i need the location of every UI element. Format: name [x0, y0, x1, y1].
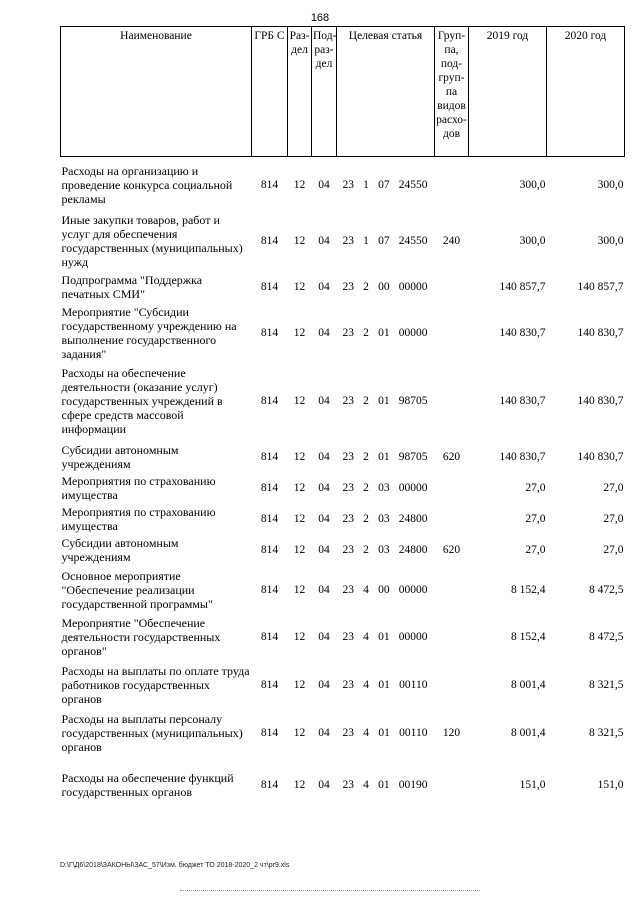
target-part: 98705: [398, 394, 428, 407]
row-name: Иные закупки товаров, работ и услуг для обеспечения государственных (муниципальных) нужд: [61, 213, 243, 269]
row-grbs: 814: [260, 281, 279, 293]
row-grbs: 814: [260, 235, 279, 247]
header-2020: 2020 год: [547, 27, 625, 157]
target-part: 2: [363, 450, 369, 463]
row-grbs: 814: [260, 779, 279, 791]
row-group: 620: [442, 544, 461, 556]
target-part: 23: [342, 178, 354, 191]
target-part: 2: [363, 482, 369, 494]
row-group: [435, 661, 469, 709]
target-part: 1: [363, 235, 369, 247]
row-name: Расходы на организацию и проведение конкурса социальной рекламы: [61, 163, 233, 206]
row-2019: 27,0: [525, 482, 546, 494]
target-part: 01: [378, 394, 390, 407]
row-target-code: [337, 566, 435, 614]
row-2019: 300,0: [519, 178, 546, 191]
target-part: 00000: [398, 326, 428, 339]
target-part: 07: [378, 235, 390, 247]
row-grbs: 814: [260, 513, 279, 525]
row-2019: 8 001,4: [511, 678, 546, 691]
target-part: 03: [378, 513, 390, 525]
row-podrazdel: 04: [318, 450, 330, 463]
table-row: [61, 661, 625, 709]
row-2019: 8 001,4: [511, 727, 546, 739]
target-part: 01: [378, 631, 390, 643]
header-target: Целевая статья: [337, 27, 435, 157]
target-part: 24550: [398, 235, 428, 247]
row-target-code: [337, 614, 435, 661]
row-2019: 140 857,7: [499, 281, 546, 293]
row-target-code: [337, 157, 435, 213]
table-row: [61, 709, 625, 758]
row-target-code: [337, 270, 435, 305]
row-2020: 27,0: [603, 482, 624, 494]
header-group: Груп- па, под- груп- па видов расхо- дов: [435, 27, 469, 157]
table-row: [61, 614, 625, 661]
row-name: Субсидии автономным учреждениям: [61, 536, 179, 564]
row-target-code: [337, 709, 435, 758]
row-name: Расходы на обеспечение функций государственных органов: [61, 771, 234, 799]
target-part: 00000: [398, 583, 428, 596]
target-part: 2: [363, 281, 369, 293]
target-part: 23: [342, 513, 354, 525]
header-name: Наименование: [61, 27, 252, 157]
target-part: 01: [378, 727, 390, 739]
row-razdel: 12: [293, 178, 306, 191]
row-razdel: 12: [293, 513, 306, 525]
row-group: [435, 504, 469, 535]
target-part: 00: [378, 583, 390, 596]
target-part: 23: [342, 727, 354, 739]
target-part: 2: [363, 394, 369, 407]
row-2020: 8 472,5: [589, 583, 624, 596]
row-2020: 300,0: [597, 178, 624, 191]
row-podrazdel: 04: [318, 281, 330, 293]
header-grbs: ГРБ С: [252, 27, 288, 157]
row-name: Подпрограмма "Поддержка печатных СМИ": [61, 273, 203, 301]
target-part: 4: [363, 727, 370, 739]
target-part: 4: [363, 678, 370, 691]
row-grbs: 814: [260, 631, 279, 643]
row-name: Расходы на обеспечение деятельности (оказание услуг) государственных учреждений в сфере средств массовой информации: [61, 365, 223, 436]
row-2020: 151,0: [597, 779, 624, 791]
row-razdel: 12: [293, 631, 306, 643]
target-part: 24800: [398, 513, 428, 525]
table-row: [61, 473, 625, 504]
row-podrazdel: 04: [318, 178, 330, 191]
row-group: [435, 758, 469, 813]
target-part: 00190: [398, 779, 428, 791]
row-2020: 8 472,5: [589, 631, 624, 643]
row-podrazdel: 04: [318, 326, 330, 339]
target-part: 00000: [398, 281, 428, 293]
row-2020: 8 321,5: [589, 678, 624, 691]
row-grbs: 814: [260, 727, 279, 739]
target-part: 01: [378, 779, 390, 791]
table-body: [61, 157, 625, 813]
target-part: 23: [342, 450, 354, 463]
row-2020: 140 830,7: [577, 326, 624, 339]
row-group: 240: [442, 235, 461, 247]
row-podrazdel: 04: [318, 727, 330, 739]
target-part: 1: [363, 178, 369, 191]
row-podrazdel: 04: [318, 513, 330, 525]
target-part: 23: [342, 482, 354, 494]
row-podrazdel: 04: [318, 482, 330, 494]
target-part: 01: [378, 678, 390, 691]
row-2019: 8 152,4: [511, 583, 546, 596]
target-part: 23: [342, 583, 354, 596]
row-2020: 27,0: [603, 513, 624, 525]
row-target-code: [337, 441, 435, 473]
target-part: 00110: [399, 678, 428, 691]
target-part: 23: [342, 281, 354, 293]
table-row: [61, 758, 625, 813]
row-target-code: [337, 758, 435, 813]
row-grbs: 814: [260, 583, 279, 596]
row-razdel: 12: [293, 281, 306, 293]
row-razdel: 12: [293, 779, 306, 791]
row-2020: 300,0: [597, 235, 624, 247]
row-razdel: 12: [293, 544, 306, 556]
table-row: [61, 441, 625, 473]
row-group: [435, 473, 469, 504]
row-2020: 140 857,7: [577, 281, 624, 293]
row-2019: 140 830,7: [499, 394, 546, 407]
row-2019: 140 830,7: [499, 450, 546, 463]
table-row: [61, 361, 625, 441]
row-grbs: 814: [260, 178, 279, 191]
row-2020: 140 830,7: [577, 394, 624, 407]
row-grbs: 814: [260, 450, 279, 463]
row-target-code: [337, 213, 435, 270]
row-target-code: [337, 661, 435, 709]
row-group: [435, 305, 469, 361]
target-part: 01: [378, 326, 390, 339]
row-grbs: 814: [260, 678, 279, 691]
row-name: Мероприятие "Субсидии государственному учреждению на выполнение государственного задания": [61, 304, 237, 361]
row-group: [435, 361, 469, 441]
header-razdel: Раз- дел: [288, 27, 312, 157]
target-part: 23: [342, 394, 354, 407]
target-part: 2: [363, 544, 369, 556]
target-part: 24800: [398, 544, 428, 556]
row-razdel: 12: [293, 326, 306, 339]
row-razdel: 12: [293, 394, 306, 407]
header-podrazdel: Под- раз- дел: [312, 27, 337, 157]
table-row: [61, 270, 625, 305]
row-group: 120: [442, 727, 461, 739]
budget-table: [60, 26, 625, 813]
row-podrazdel: 04: [318, 583, 330, 596]
row-podrazdel: 04: [318, 779, 330, 791]
row-target-code: [337, 504, 435, 535]
row-name: Мероприятия по страхованию имущества: [61, 474, 216, 502]
target-part: 23: [342, 631, 354, 643]
row-razdel: 12: [293, 235, 306, 247]
target-part: 98705: [398, 450, 428, 463]
target-part: 01: [378, 450, 390, 463]
target-part: 2: [363, 513, 369, 525]
table-row: [61, 504, 625, 535]
row-2019: 151,0: [519, 779, 546, 791]
row-2020: 27,0: [603, 544, 624, 556]
target-part: 24550: [398, 178, 428, 191]
header-2019: 2019 год: [469, 27, 547, 157]
row-target-code: [337, 305, 435, 361]
row-name: Расходы на выплаты персоналу государственных (муниципальных) органов: [61, 712, 243, 754]
row-grbs: 814: [260, 394, 279, 407]
row-2020: 8 321,5: [589, 727, 624, 739]
row-group: 620: [442, 450, 461, 463]
row-podrazdel: 04: [318, 394, 330, 407]
footer-file-path: D:\Г\Д6\2018\ЗАКОНЫ\ЗАС_57\Изм. бюджет ТО 2018-2020_2 чт\pr9.xls: [60, 862, 290, 869]
row-razdel: 12: [293, 727, 306, 739]
table-header: [61, 27, 625, 157]
row-group: [435, 157, 469, 213]
target-part: 2: [363, 326, 369, 339]
row-grbs: 814: [260, 544, 279, 556]
row-razdel: 12: [293, 482, 306, 494]
target-part: 23: [342, 779, 354, 791]
row-target-code: [337, 473, 435, 504]
table-row: [61, 305, 625, 361]
row-2019: 8 152,4: [511, 631, 546, 643]
target-part: 00: [378, 281, 390, 293]
row-podrazdel: 04: [318, 544, 330, 556]
row-razdel: 12: [293, 583, 306, 596]
target-part: 07: [378, 178, 390, 191]
row-name: Субсидии автономным учреждениям: [61, 442, 179, 471]
row-group: [435, 270, 469, 305]
target-part: 4: [363, 583, 369, 596]
table-row: [61, 157, 625, 213]
target-part: 00000: [398, 631, 428, 643]
row-podrazdel: 04: [318, 678, 330, 691]
row-2019: 27,0: [525, 544, 546, 556]
page-number: 168: [310, 12, 330, 24]
target-part: 03: [378, 482, 390, 494]
table-row: [61, 566, 625, 614]
target-part: 4: [363, 779, 369, 791]
table-row: [61, 535, 625, 566]
row-2020: 140 830,7: [577, 450, 624, 463]
target-part: 23: [342, 678, 354, 691]
row-2019: 27,0: [525, 513, 546, 525]
row-name: Мероприятия по страхованию имущества: [61, 505, 216, 533]
target-part: 4: [363, 631, 369, 643]
row-name: Мероприятие "Обеспечение деятельности государственных органов": [61, 616, 221, 658]
row-razdel: 12: [293, 450, 306, 463]
row-podrazdel: 04: [318, 631, 330, 643]
table-row: [61, 213, 625, 270]
target-part: 23: [342, 544, 354, 556]
target-part: 23: [342, 326, 354, 339]
target-part: 00000: [398, 482, 428, 494]
row-target-code: [337, 535, 435, 566]
row-target-code: [337, 361, 435, 441]
row-group: [435, 614, 469, 661]
row-name: Основное мероприятие "Обеспечение реализации государственной программы": [61, 568, 213, 611]
row-2019: 140 830,7: [499, 326, 546, 339]
row-grbs: 814: [260, 482, 279, 494]
target-part: 00110: [399, 727, 428, 739]
row-grbs: 814: [260, 326, 279, 339]
bottom-divider: [180, 890, 480, 892]
target-part: 23: [342, 235, 354, 247]
row-podrazdel: 04: [318, 235, 330, 247]
row-name: Расходы на выплаты по оплате труда работников государственных органов: [61, 663, 250, 706]
target-part: 03: [378, 544, 390, 556]
row-group: [435, 566, 469, 614]
row-razdel: 12: [293, 678, 306, 691]
row-2019: 300,0: [519, 235, 546, 247]
